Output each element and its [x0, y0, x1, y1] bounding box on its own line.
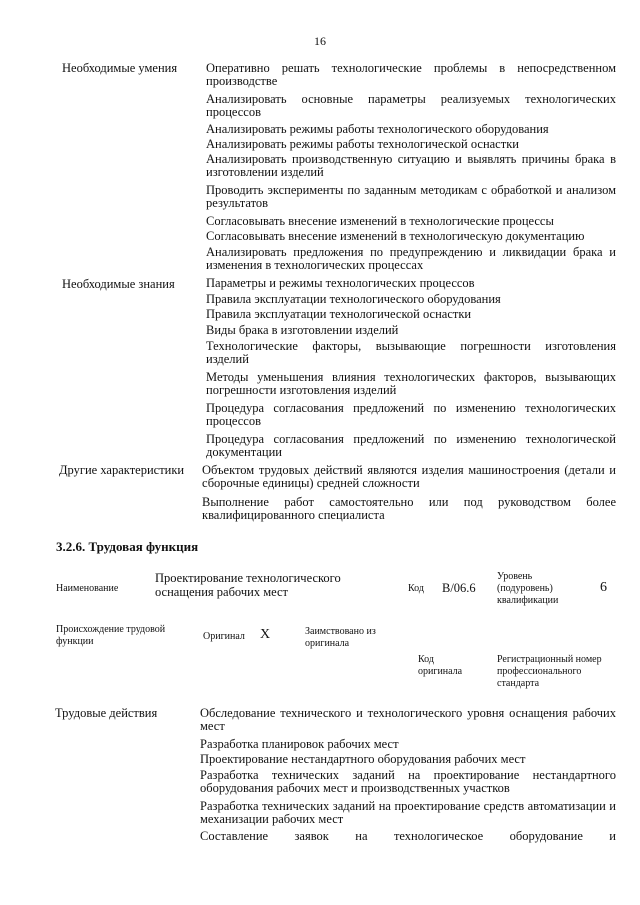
- skills-item: Анализировать предложения по предупреждению и ликвидации брака и изменения в технологических процессах: [206, 245, 616, 272]
- knowledge-item: Правила эксплуатации технологического оборудования: [206, 292, 501, 306]
- origin-label: Происхождение трудовой функции: [56, 624, 166, 647]
- other-item: Объектом трудовых действий являются изделия машиностроения (детали и сборочные единицы) средней сложности: [202, 463, 616, 490]
- code-original-label: Код оригинала: [418, 654, 463, 677]
- knowledge-item: Правила эксплуатации технологической оснастки: [206, 307, 472, 321]
- action-item: Проектирование нестандартного оборудования рабочих мест: [200, 752, 526, 766]
- action-item: Разработка технических заданий на проектирование нестандартного оборудования рабочих мест и производственных участков: [200, 768, 616, 795]
- other-item: Выполнение работ самостоятельно или под руководством более квалифицированного специалиста: [202, 495, 616, 522]
- page-number: 16: [314, 34, 326, 48]
- action-item: Разработка технических заданий на проектирование средств автоматизации и механизации рабочих мест: [200, 799, 616, 826]
- name-label: Наименование: [56, 583, 119, 594]
- level-label: Уровень (подуровень) квалификации: [497, 571, 559, 606]
- action-item: Разработка планировок рабочих мест: [200, 737, 399, 751]
- knowledge-item: Процедура согласования предложений по изменению технологической документации: [206, 432, 616, 459]
- level-value: 6: [600, 580, 607, 595]
- skills-item: Согласовывать внесение изменений в технологические процессы: [206, 214, 554, 228]
- knowledge-label: Необходимые знания: [62, 277, 175, 291]
- skills-item: Проводить эксперименты по заданным методикам с обработкой и анализом результатов: [206, 183, 616, 210]
- action-item: Составление заявок на технологическое оборудование и: [200, 829, 616, 843]
- code-label: Код: [408, 583, 424, 594]
- original-label: Оригинал: [203, 631, 245, 642]
- borrowed-label: Заимствовано из оригинала: [305, 626, 376, 649]
- skills-item: Оперативно решать технологические проблемы в непосредственном производстве: [206, 61, 616, 88]
- skills-item: Анализировать режимы работы технологического оборудования: [206, 122, 549, 136]
- knowledge-item: Технологические факторы, вызывающие погрешности изготовления изделий: [206, 339, 616, 366]
- skills-item: Анализировать основные параметры реализуемых технологических процессов: [206, 92, 616, 119]
- knowledge-item: Виды брака в изготовлении изделий: [206, 323, 399, 337]
- skills-item: Согласовывать внесение изменений в технологическую документацию: [206, 229, 585, 243]
- knowledge-item: Методы уменьшения влияния технологических факторов, вызывающих погрешности изготовления изделий: [206, 370, 616, 397]
- knowledge-item: Процедура согласования предложений по изменению технологических процессов: [206, 401, 616, 428]
- knowledge-item: Параметры и режимы технологических процессов: [206, 276, 475, 290]
- name-value: Проектирование технологического оснащения рабочих мест: [155, 571, 341, 599]
- section-title: 3.2.6. Трудовая функция: [56, 539, 199, 554]
- action-item: Обследование технического и технологического уровня оснащения рабочих мест: [200, 706, 616, 733]
- other-label: Другие характеристики: [59, 463, 185, 477]
- skills-item: Анализировать производственную ситуацию и выявлять причины брака в изготовлении изделий: [206, 152, 616, 179]
- skills-item: Анализировать режимы работы технологической оснастки: [206, 137, 519, 151]
- original-mark: X: [260, 627, 271, 642]
- code-value: B/06.6: [442, 581, 476, 595]
- reg-number-label: Регистрационный номер профессионального стандарта: [497, 654, 602, 689]
- actions-label: Трудовые действия: [55, 706, 158, 720]
- skills-label: Необходимые умения: [62, 61, 178, 75]
